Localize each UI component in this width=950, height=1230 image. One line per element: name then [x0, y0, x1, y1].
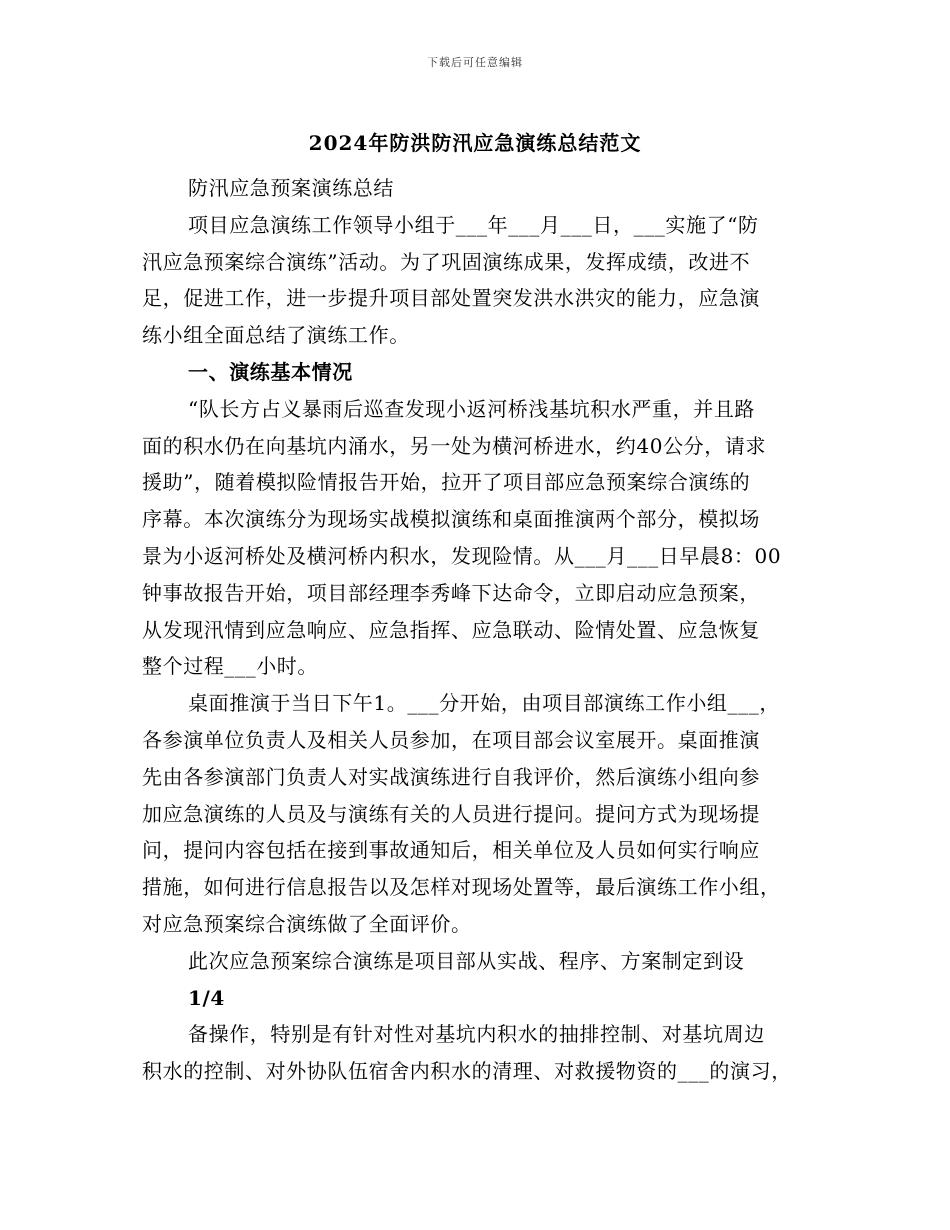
- body-line: 面的积水仍在向基坑内涌水，另一处为横河桥进水，约40公分，请求: [142, 433, 767, 458]
- body-line: “队长方占义暴雨后巡查发现小返河桥浅基坑积水严重，并且路: [188, 396, 756, 421]
- body-line: 钟事故报告开始，项目部经理李秀峰下达命令，立即启动应急预案，: [142, 580, 760, 605]
- body-line: 景为小返河桥处及横河桥内积水，发现险情。从___月___日早晨8：00: [142, 543, 782, 568]
- body-line: 项目应急演练工作领导小组于___年___月___日，___实施了“防: [188, 212, 759, 237]
- body-line: 加应急演练的人员及与演练有关的人员进行提问。提问方式为现场提: [142, 801, 760, 826]
- body-line: 汛应急预案综合演练”活动。为了巩固演练成果，发挥成绩，改进不: [142, 249, 751, 274]
- body-line: 足，促进工作，进一步提升项目部处置突发洪水洪灾的能力，应急演: [142, 286, 760, 311]
- body-line: 从发现汛情到应急响应、应急指挥、应急联动、险情处置、应急恢复: [142, 617, 760, 642]
- body-line: 备操作，特别是有针对性对基坑内积水的抽排控制、对基坑周边: [188, 1022, 765, 1047]
- body-line: 桌面推演于当日下午1。___分开始，由项目部演练工作小组___，: [188, 691, 780, 716]
- document-title: 2024年防洪防汛应急演练总结范文: [308, 131, 642, 155]
- body-line: 问，提问内容包括在接到事故通知后，相关单位及人员如何实行响应: [142, 838, 760, 863]
- body-line: 对应急预案综合演练做了全面评价。: [142, 911, 472, 936]
- body-line: 序幕。本次演练分为现场实战模拟演练和桌面推演两个部分，模拟场: [142, 507, 760, 532]
- body-line: 防汛应急预案演练总结: [188, 176, 394, 200]
- body-line: 积水的控制、对外协队伍宿舍内积水的清理、对救援物资的___的演习，: [142, 1059, 792, 1084]
- section-heading: 一、演练基本情况: [188, 359, 353, 384]
- body-line: 练小组全面总结了演练工作。: [142, 323, 410, 348]
- body-line: 此次应急预案综合演练是项目部从实战、程序、方案制定到设: [188, 948, 745, 973]
- page-number: 1/4: [188, 985, 225, 1010]
- body-line: 援助”，随着模拟险情报告开始，拉开了项目部应急预案综合演练的: [142, 470, 751, 495]
- header-note: 下载后可任意编辑: [427, 56, 523, 69]
- body-line: 各参演单位负责人及相关人员参加，在项目部会议室展开。桌面推演: [142, 727, 760, 752]
- document-body: [142, 170, 814, 1090]
- body-line: 措施，如何进行信息报告以及怎样对现场处置等，最后演练工作小组，: [142, 875, 781, 900]
- body-line: 整个过程___小时。: [142, 654, 318, 679]
- body-line: 先由各参演部门负责人对实战演练进行自我评价，然后演练小组向参: [142, 764, 760, 789]
